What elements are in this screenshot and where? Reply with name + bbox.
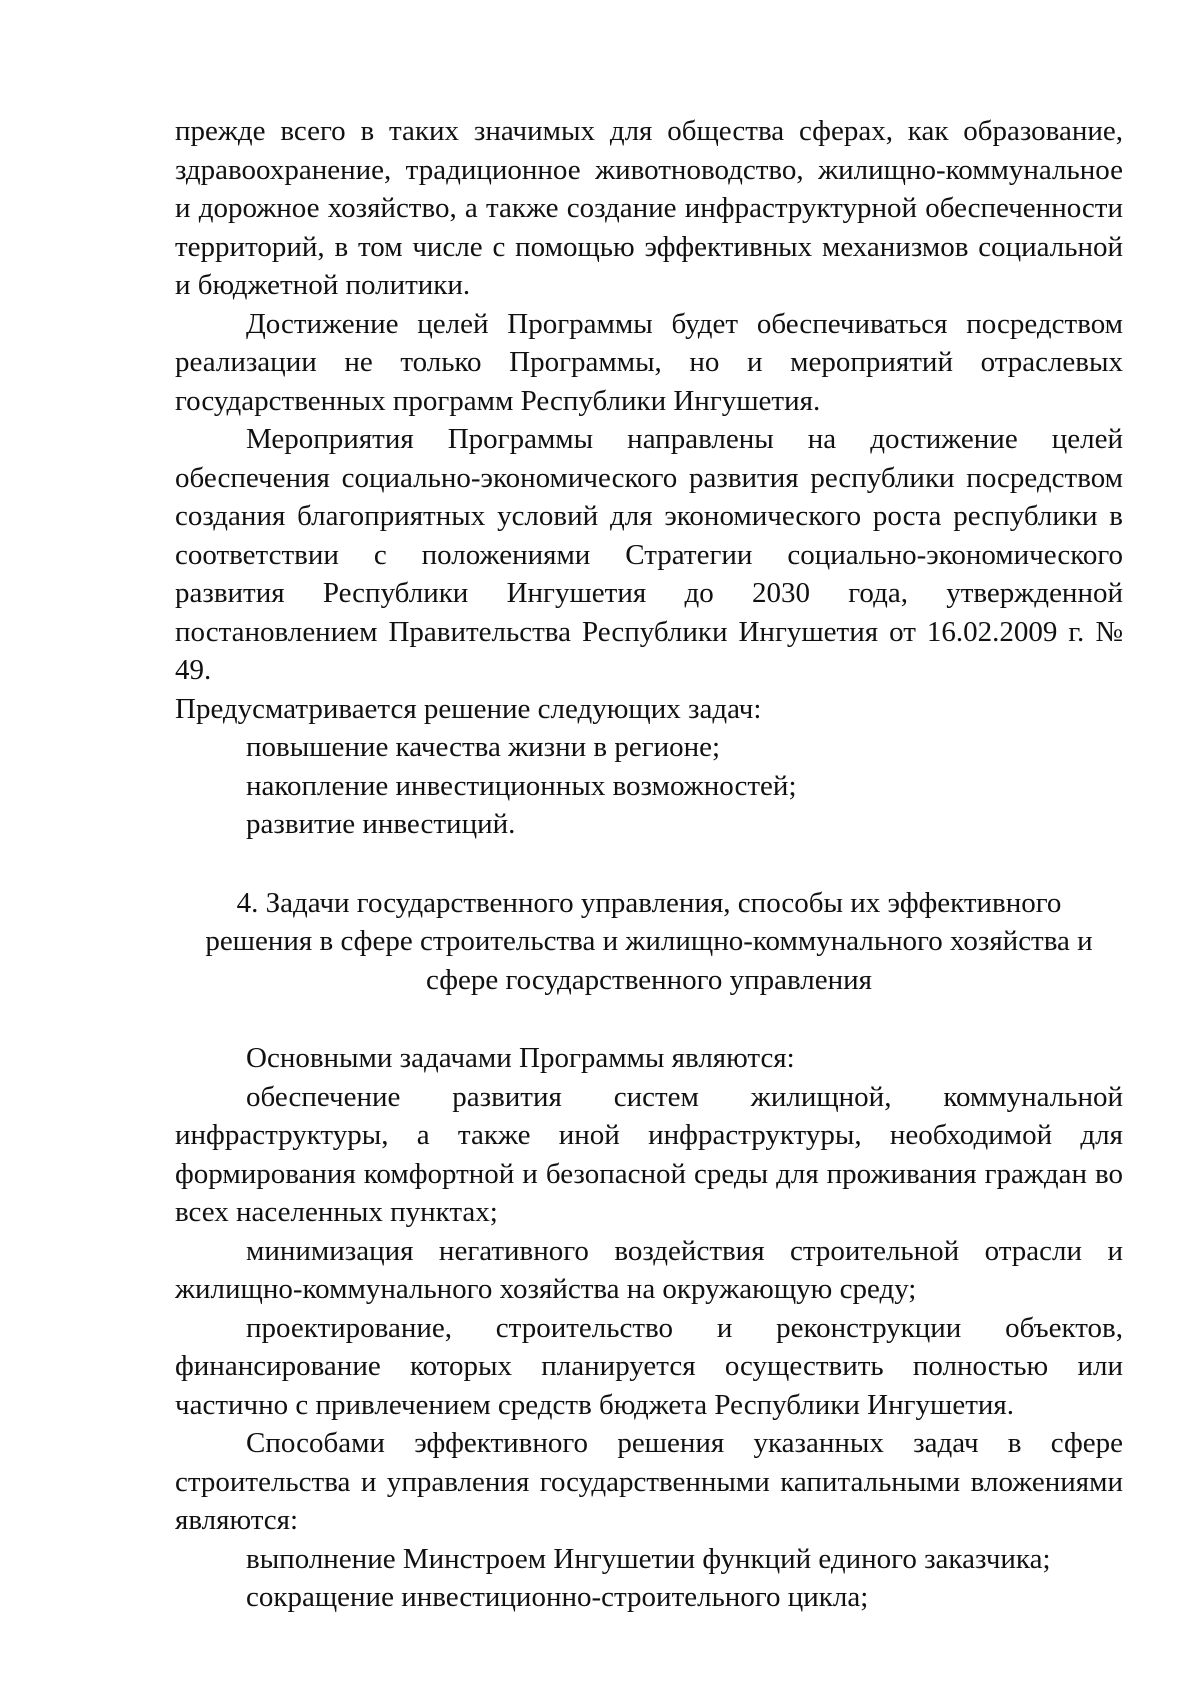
paragraph-main-tasks-intro: Основными задачами Программы являются: — [246, 1042, 795, 1074]
paragraph-program-measures: Мероприятия Программы направлены на достижение целей обеспечения социально-экономического развития республики посредством создания благоприятных условий для экономического роста республики в соответствии с положениями Стратегии социально-экономического развития Республики Ингушетия до 2030 года, утвержденной постановлением Правительства Республики Ингушетия от 16.02.2009 г. № 49. — [175, 423, 1123, 686]
paragraph-program-goals: Достижение целей Программы будет обеспечиваться посредством реализации не только Программы, но и мероприятий отраслевых государственных программ Республики Ингушетия. — [175, 307, 1123, 417]
list-item-main-task: обеспечение развития систем жилищной, коммунальной инфраструктуры, а также иной инфраструктуры, необходимой для формирования комфортной и безопасной среды для проживания граждан во всех населенных пунктах; — [175, 1080, 1123, 1228]
paragraph-tasks-intro: Предусматривается решение следующих задач: — [175, 692, 762, 725]
list-item-main-task: проектирование, строительство и реконструкции объектов, финансирование которых планируется осуществить полностью или частично с привлечением средств бюджета Республики Ингушетия. — [175, 1311, 1123, 1421]
document-body — [175, 112, 1123, 1617]
list-item-method: сокращение инвестиционно-строительного цикла; — [246, 1581, 869, 1613]
paragraph-methods-intro: Способами эффективного решения указанных задач в сфере строительства и управления государственными капитальными вложениями являются: — [175, 1427, 1123, 1536]
list-item-method: выполнение Минстроем Ингушетии функций единого заказчика; — [246, 1542, 1051, 1575]
list-item-task: развитие инвестиций. — [246, 808, 516, 840]
list-item-main-task: минимизация негативного воздействия строительной отрасли и жилищно-коммунального хозяйства на окружающую среду; — [175, 1234, 1123, 1305]
list-item-task: повышение качества жизни в регионе; — [246, 731, 721, 763]
paragraph-spheres: прежде всего в таких значимых для общества сферах, как образование, здравоохранение, традиционное животноводство, жилищно-коммунальное и дорожное хозяйство, а также создание инфраструктурной обеспеченности территорий, в том числе с помощью эффективных механизмов социальной и бюджетной политики. — [175, 115, 1123, 301]
list-item-task: накопление инвестиционных возможностей; — [246, 769, 797, 802]
section-heading: 4. Задачи государственного управления, способы их эффективного решения в сфере строительства и жилищно-коммунального хозяйства и сфере государственного управления — [205, 886, 1093, 996]
